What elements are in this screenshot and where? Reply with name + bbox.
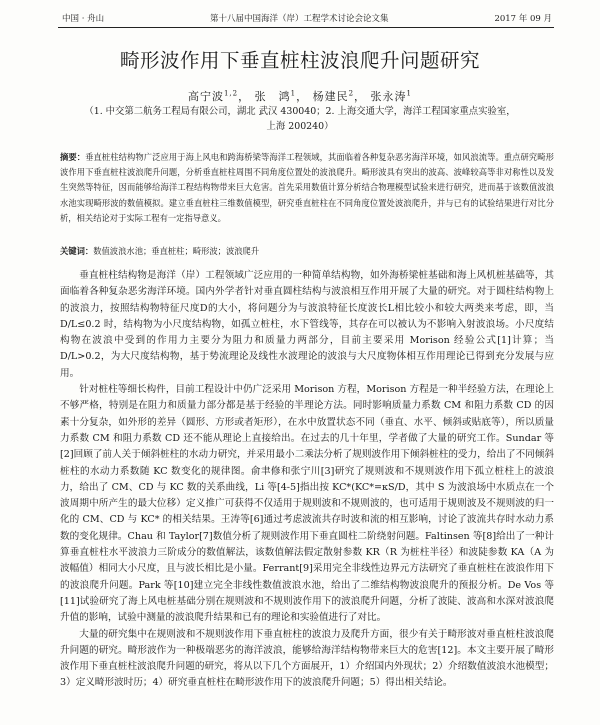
- affiliation-line: （1. 中交第二航务工程局有限公司，湖北 武汉 430040；2. 上海交通大学，海洋工程国家重点实验室，: [84, 106, 516, 117]
- header-proceedings: 第十八届中国海洋（岸）工程学术讨论会论文集: [210, 14, 389, 24]
- paper-title: 畸形波作用下垂直桩柱波浪爬升问题研究: [119, 49, 480, 72]
- author: 张永涛$^1$: [370, 89, 413, 103]
- header-rule: [58, 27, 554, 28]
- abstract: [60, 150, 554, 226]
- body-paragraph: 针对桩柱等细长构件，目前工程设计中仍广泛采用 Morison 方程，Morison 方程是一种半经验方法，在理论上不够严格，特别是在阻力和质量力部分都是基于经验的半理论方法。同时影响质量力系数 CM 和阻力系数 CD 的因素十分复杂，如外形的差异（圆形、方形或者矩形），在水中放置状态不同（垂直、水平、倾斜或贴底等），所以质量力系数 CM 和阻力系数 CD 还不能从理论上直接给出。在过去的几十年里，学者做了大量的研究工作。Sundar 等[2]回顾了前人关于倾斜桩柱的水动力研究，并采用最小二乘法分析了规则波作用下倾斜桩柱的受力，给出了不同倾斜桩柱的水动力系数随 KC 数变化的规律图。俞聿修和张宁川[3]研究了规则波和不规则波作用下孤立桩柱上的波浪力，给出了 CM、CD 与 KC 数的关系曲线，Li 等[4-5]指出按 KC*(KC*=κS/D，其中 S 为波浪场中水质点在一个波周期中所产生的最大位移）定义推广可获得不仅适用于规则波和不规则波的，也可适用于规则波及不规则波的归一化的 CM、CD 与 KC* 的相关结果。王涛等[6]通过考虑波流共存时波和流的相互影响，讨论了波流共存时水动力系数的变化规律。Chau 和 Taylor[7]数值分析了规则波作用下垂直圆柱二阶绕射问题。Faltinsen 等[8]给出了一种计算垂直桩柱水平波浪力三阶成分的数值解法，该数值解法假定散射参数 KR（R 为桩柱半径）和波陡参数 KA（A 为波幅值）相同大小尺度，且与波长相比是小量。Ferrant[9]采用完全非线性边界元方法研究了垂直桩柱在波浪作用下的波浪爬升问题。Park 等[10]建立完全非线性数值波浪水池，给出了二维结构物波浪爬升的预报分析。De Vos 等[11]试验研究了海上风电桩基础分别在规则波和不规则波作用下的波浪爬升问题，分析了波陡、波高和水深对波浪爬升值的影响，试验中测量的波浪爬升结果和已有的理论和实验值进行了对比。: [60, 384, 554, 624]
- author: 杨建民$^2$: [312, 89, 355, 103]
- body-paragraph: 垂直桩柱结构物是海洋（岸）工程领域广泛应用的一种简单结构物，如外海桥梁桩基础和海上风机桩基础等，其面临着各种复杂恶劣海洋环境。国内外学者针对垂直圆柱结构与波浪相互作用开展了大量的研究。对于圆柱结构物上的波浪力，按照结构物特征尺度D的大小，将问题分为与波浪特征长度波长L相比较小和较大两类来考虑，即，当 D/L≤0.2 时，结构物为小尺度结构物，如孤立桩柱，水下管线等，其存在可以被认为不影响入射波浪场。小尺度结构物在波浪中受到的作用力主要分为阻力和质量力两部分，目前主要采用 Morison 经验公式[1]计算；当 D/L>0.2，为大尺度结构物，基于势流理论及线性水波理论的波浪与大尺度物体相互作用理论已得到充分发展与应用。: [60, 270, 554, 379]
- author: 张 鸿$^1$: [254, 89, 297, 103]
- running-header: [62, 8, 552, 24]
- affiliation-line: 上海 200240）: [266, 121, 334, 132]
- keywords-label: 关键词：: [60, 246, 94, 256]
- abstract-text: 垂直桩柱结构物广泛应用于海上风电和跨海桥梁等海洋工程领域，其面临着各种复杂恶劣海洋环境，如风浪流等。重点研究畸形波作用下垂直桩柱波浪爬升问题，分析垂直桩柱周围不同角度位置处的波浪爬升。畸形波具有突出的波高、波峰较高等非对称性以及发生突然等特征，因而能够给海洋工程结构物带来巨大危害。首先采用数值计算分析结合物理模型试验来进行研究，进而基于该数值波浪水池实现畸形波的数值模拟。建立垂直桩柱三维数值模型，研究垂直桩柱在不同角度位置处波浪爬升，并与已有的试验结果进行对比分析，相关结论对于实际工程有一定指导意义。: [60, 152, 554, 223]
- abstract-label: 摘要：: [60, 152, 86, 162]
- keywords: [60, 244, 554, 259]
- keywords-text: 数值波浪水池；垂直桩柱；畸形波；波浪爬升: [93, 246, 260, 256]
- author-list: 高宁波$^{1,2}$， 张 鸿$^1$， 杨建民$^2$， 张永涛$^1$: [187, 89, 413, 103]
- body-text: [60, 268, 554, 692]
- affiliations: [60, 104, 540, 134]
- header-date: 2017 年 09 月: [494, 14, 552, 24]
- author: 高宁波$^{1,2}$: [187, 89, 239, 103]
- body-paragraph: 大量的研究集中在规则波和不规则波作用下垂直桩柱的波浪力及爬升方面，很少有关于畸形波对垂直桩柱波浪爬升问题的研究。畸形波作为一种极端恶劣的海洋波浪，能够给海洋结构物带来巨大的危害[12]。本文主要开展了畸形波作用下垂直桩柱波浪爬升问题的研究，将从以下几个方面展开，1）介绍国内外现状；2）介绍数值波浪水池模型；3）定义畸形波时历；4）研究垂直桩柱在畸形波作用下的波浪爬升问题；5）得出相关结论。: [60, 628, 554, 689]
- header-location: 中国 · 舟山: [62, 14, 105, 24]
